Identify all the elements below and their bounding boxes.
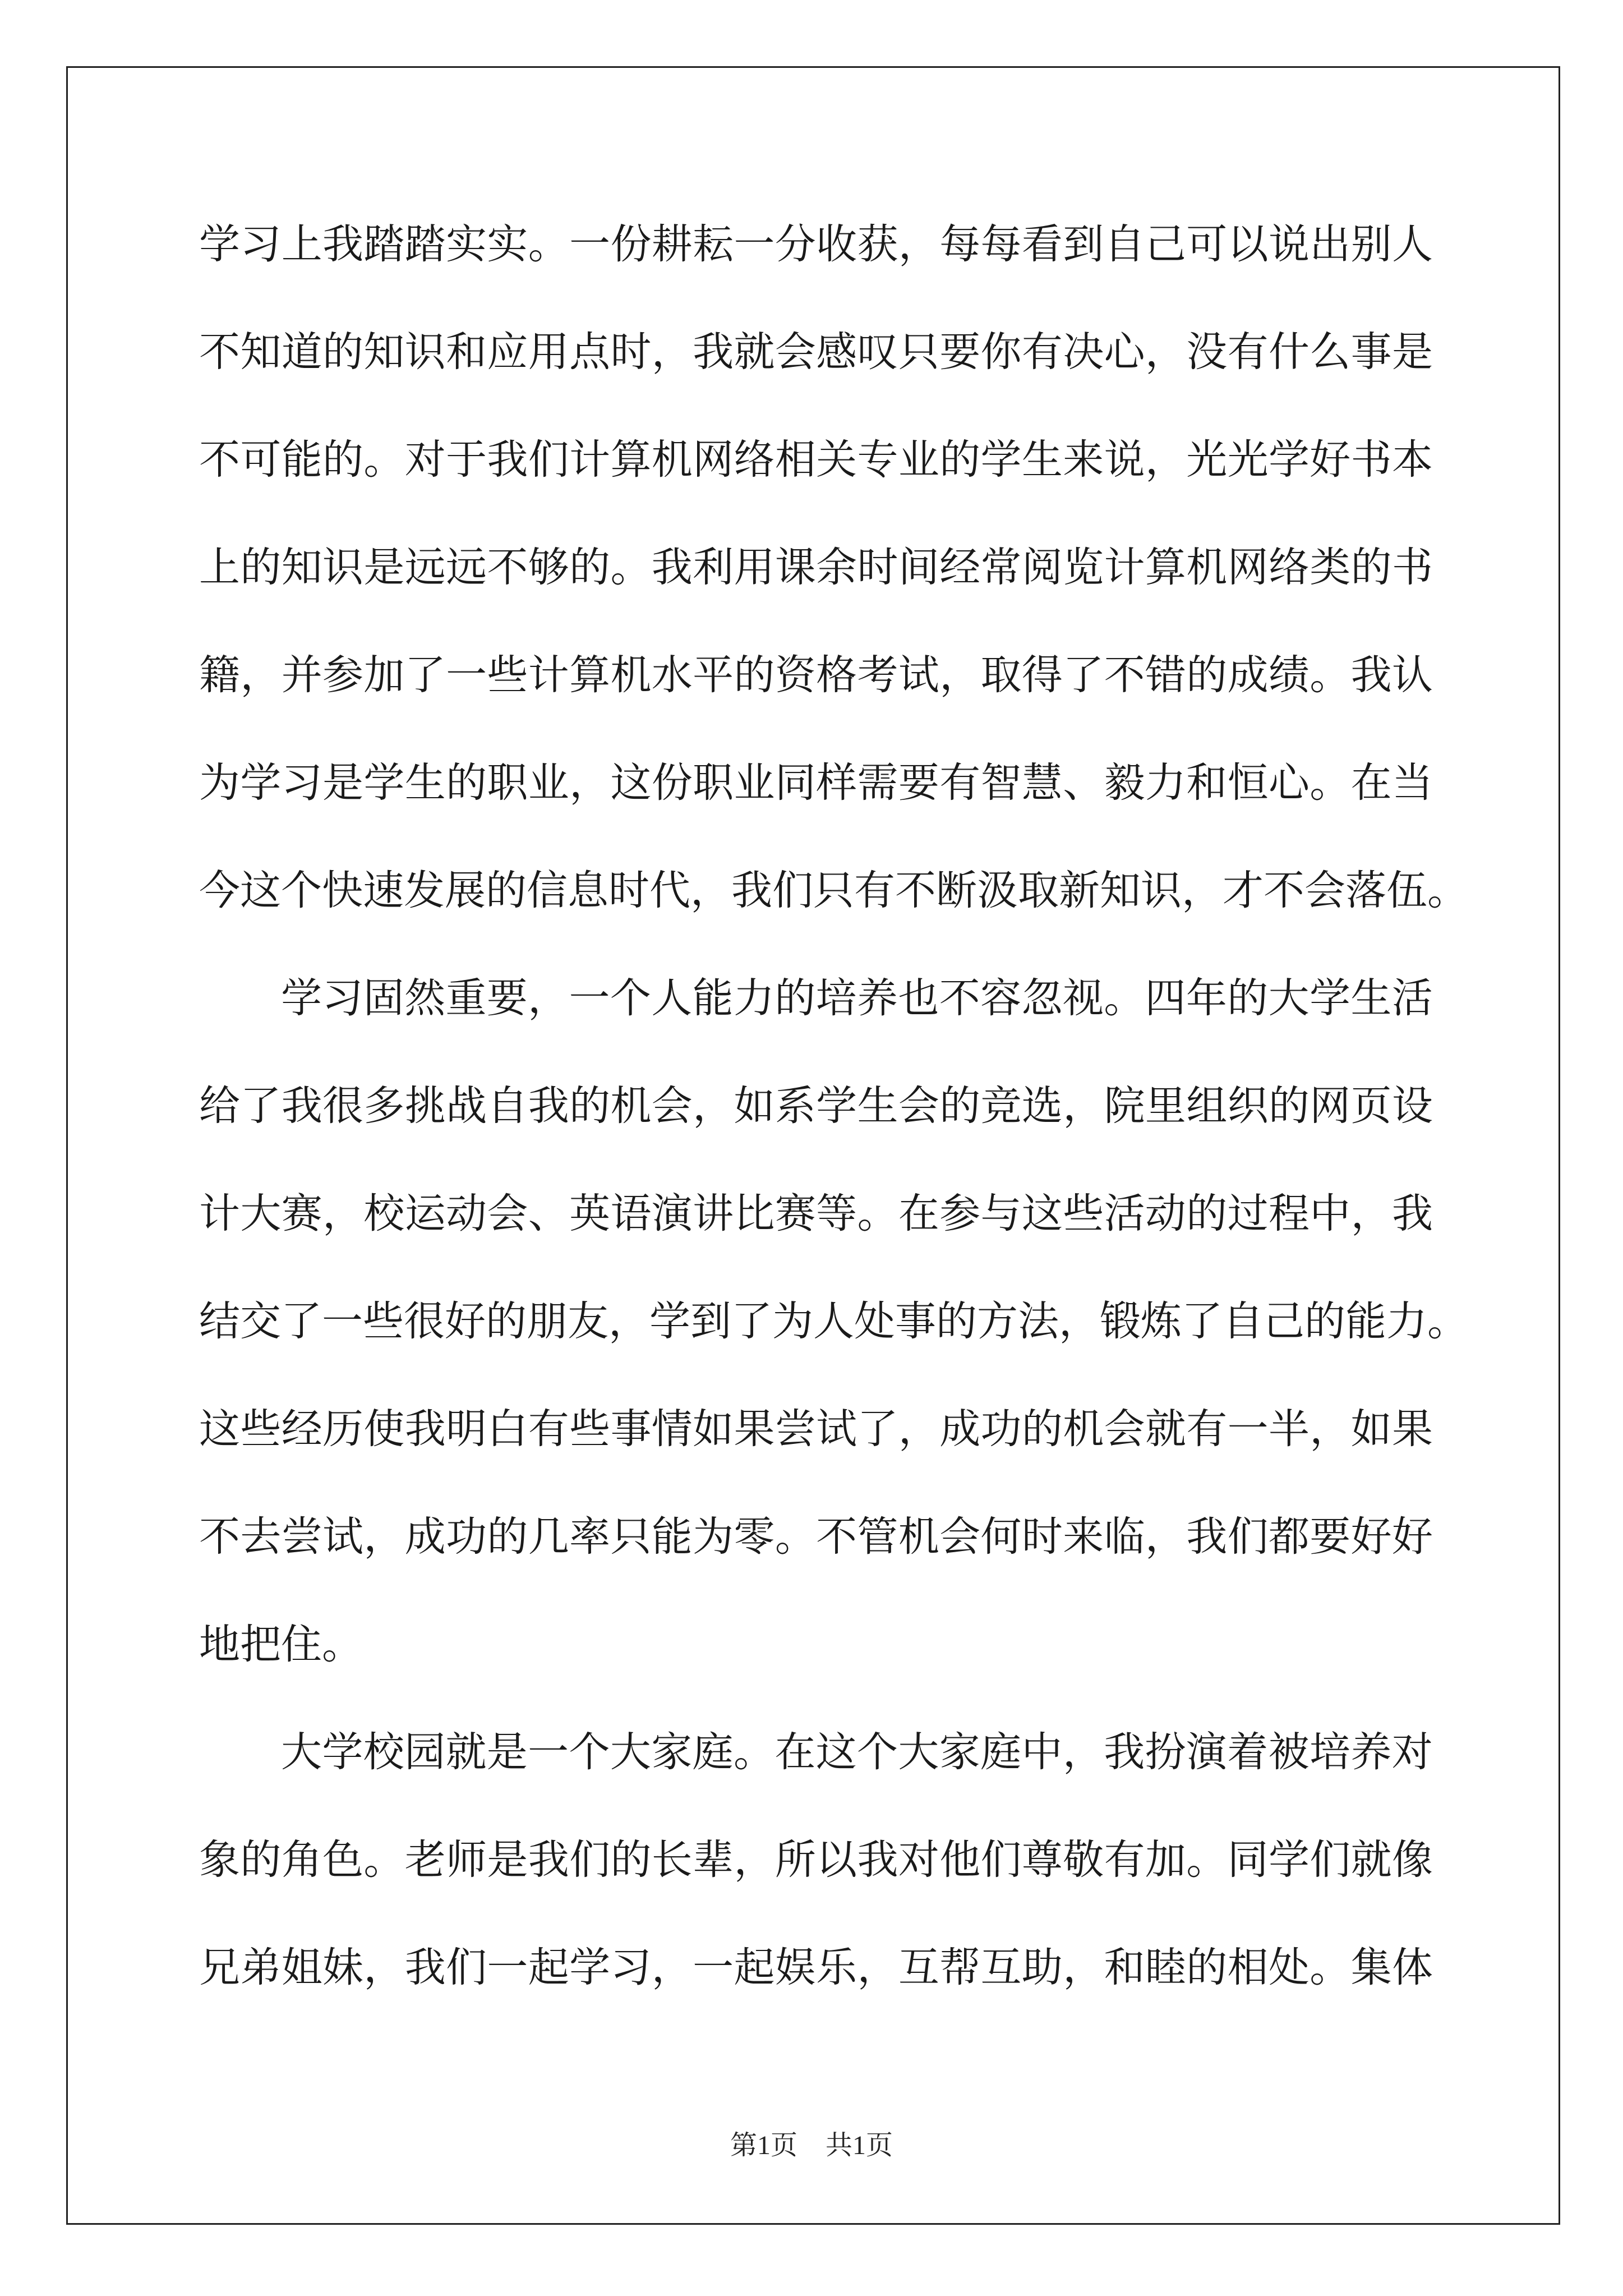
text-line: 上 的 知 识 是 远 远 不 够 的 。 我 利 用 课 余 时 间 经 常 阅 览 计 算 机 网 络 类 的 书 [199,544,1433,591]
text-line: 这 些 经 历 使 我 明 白 有 些 事 情 如 果 尝 试 了 ， 成 功 的 机 会 就 有 一 半 ， 如 果 [199,1405,1433,1453]
text-line: 兄 弟 姐 妹 ， 我 们 一 起 学 习 ， 一 起 娱 乐 ， 互 帮 互 助 ， 和 睦 的 相 处 。 集 体 [199,1944,1433,1991]
text-line: 给 了 我 很 多 挑 战 自 我 的 机 会 ， 如 系 学 生 会 的 竞 选 ， 院 里 组 织 的 网 页 设 [199,1082,1433,1130]
text-line: 籍 ， 并 参 加 了 一 些 计 算 机 水 平 的 资 格 考 试 ， 取 得 了 不 错 的 成 绩 。 我 认 [199,651,1433,699]
text-line: 不 去 尝 试 ， 成 功 的 几 率 只 能 为 零 。 不 管 机 会 何 时 来 临 ， 我 们 都 要 好 好 [199,1513,1433,1561]
page-number-total: 共1页 [826,2131,893,2160]
text-line: 计 大 赛 ， 校 运 动 会 、 英 语 演 讲 比 赛 等 。 在 参 与 这 些 活 动 的 过 程 中 ， 我 [199,1190,1433,1237]
text-line: 大 学 校 园 就 是 一 个 大 家 庭 。 在 这 个 大 家 庭 中 ， 我 扮 演 着 被 培 养 对 [281,1728,1433,1776]
text-line: 学 习 上 我 踏 踏 实 实 。 一 份 耕 耘 一 分 收 获 ， 每 每 看 到 自 己 可 以 说 出 别 人 [199,220,1433,268]
text-line: 不 可 能 的 。 对 于 我 们 计 算 机 网 络 相 关 专 业 的 学 生 来 说 ， 光 光 学 好 书 本 [199,436,1433,484]
text-line: 象 的 角 色 。 老 师 是 我 们 的 长 辈 ， 所 以 我 对 他 们 尊 敬 有 加 。 同 学 们 就 像 [199,1836,1433,1884]
text-line: 学 习 固 然 重 要 ， 一 个 人 能 力 的 培 养 也 不 容 忽 视 。 四 年 的 大 学 生 活 [281,974,1433,1022]
text-line: 为 学 习 是 学 生 的 职 业 ， 这 份 职 业 同 样 需 要 有 智 慧 、 毅 力 和 恒 心 。 在 当 [199,759,1433,807]
page-number-current: 第1页 [730,2131,797,2160]
text-line: 今 这 个 快 速 发 展 的 信 息 时 代 ， 我 们 只 有 不 断 汲 取 新 知 识 ， 才 不 会 落 伍 。 [199,867,1468,914]
document-body [199,217,1468,2047]
page-footer [0,2123,1623,2162]
text-line: 地把住。 [199,1621,363,1668]
text-line: 结 交 了 一 些 很 好 的 朋 友 ， 学 到 了 为 人 处 事 的 方 法 ， 锻 炼 了 自 己 的 能 力 。 [199,1297,1468,1345]
text-line: 不 知 道 的 知 识 和 应 用 点 时 ， 我 就 会 感 叹 只 要 你 有 决 心 ， 没 有 什 么 事 是 [199,328,1433,376]
